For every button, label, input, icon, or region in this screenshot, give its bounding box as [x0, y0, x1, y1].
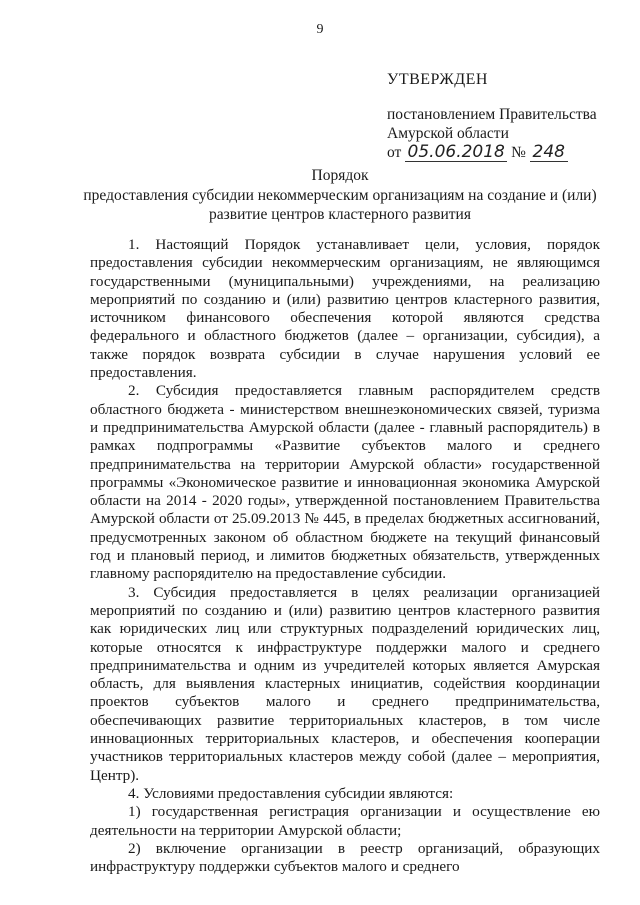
title-subtitle: предоставления субсидии некоммерческим организациям на создание и (или) развитие центров кластерного развития	[83, 187, 597, 223]
page-number: 9	[316, 22, 324, 37]
date-prefix: от	[387, 144, 402, 161]
paragraph: 2) включение организации в реестр организаций, образующих инфраструктуру поддержки субъектов малого и среднего	[90, 839, 600, 876]
approval-line-1: постановлением Правительства	[387, 106, 597, 123]
handwritten-number: 248	[530, 144, 568, 162]
paragraph: 1. Настоящий Порядок устанавливает цели, условия, порядок предоставления субсидии некоммерческим организациям, не являющимся государственными (муниципальными) учреждениями, на реализацию мероприятий по созданию и (или) развитию центров кластерного развития, источником финансового обеспечения которой являются средства федерального и областного бюджетов (далее – организации, субсидия), а также порядок возврата субсидии в случае нарушения условий ее предоставления.	[90, 236, 600, 382]
paragraph: 1) государственная регистрация организации и осуществление ею деятельности на территории Амурской области;	[90, 803, 600, 839]
document-title	[60, 166, 620, 224]
paragraph: 2. Субсидия предоставляется главным распорядителем средств областного бюджета - министерством внешнеэкономических связей, туризма и предпринимательства Амурской области (далее - главный распорядитель) в рамках подпрограммы «Развитие субъектов малого и среднего предпринимательства на территории Амурской области» государственной программы «Экономическое развитие и инновационная экономика Амурской области на 2014 - 2020 годы», утвержденной постановлением Правительства Амурской области от 25.09.2013 № 445, в пределах бюджетных ассигнований, предусмотренных законом об областном бюджете на текущий финансовый год и плановый период, и лимитов бюджетных обязательств, утвержденных главному распорядителю на предоставление субсидии.	[90, 382, 600, 583]
title-heading: Порядок	[311, 167, 369, 184]
approval-date-line	[387, 143, 597, 162]
number-sign: №	[511, 144, 526, 161]
handwritten-date: 05.06.2018	[405, 144, 507, 162]
approved-heading: УТВЕРЖДЕН	[387, 71, 488, 88]
paragraph: 3. Субсидия предоставляется в целях реализации организацией мероприятий по созданию и (или) развитию центров кластерного развития как юридических лиц или структурных подразделений юридических лиц, которые относятся к инфраструктуре поддержки малого и среднего предпринимательства и одним из учредителей которых является Амурская область, для выявления кластерных инициатив, содействия координации проектов субъектов малого и среднего предпринимательства, обеспечивающих развитие территориальных кластеров, в том числе инновационных территориальных кластеров, и обеспечения кооперации участников территориальных кластеров между собой (далее – мероприятия, Центр).	[90, 583, 600, 784]
paragraph: 4. Условиями предоставления субсидии являются:	[128, 784, 454, 802]
approval-line-2: Амурской области	[387, 125, 509, 142]
document-body	[90, 236, 600, 876]
approval-stamp	[387, 70, 597, 162]
